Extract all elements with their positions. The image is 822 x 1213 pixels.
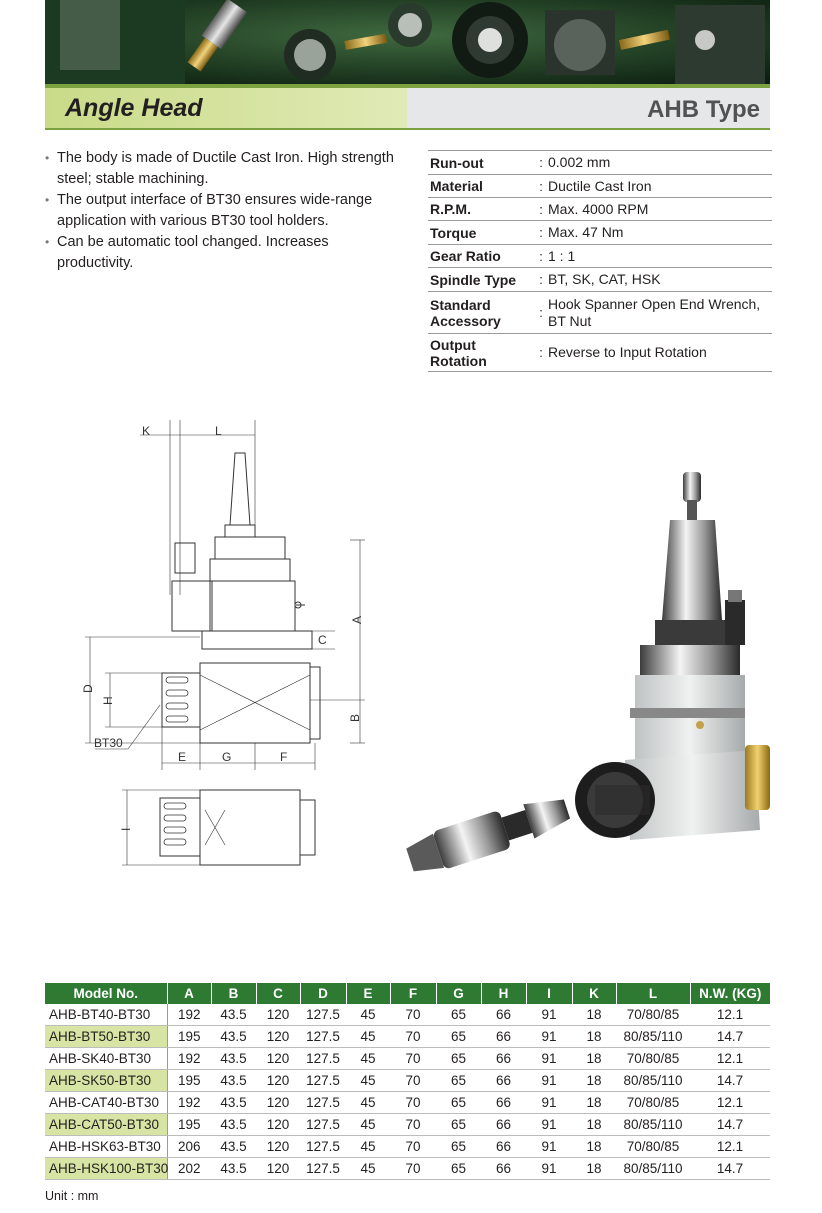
value-cell: 43.5 bbox=[211, 1048, 256, 1070]
value-cell: 70 bbox=[390, 1114, 436, 1136]
spec-row bbox=[428, 245, 772, 268]
value-cell: 127.5 bbox=[300, 1048, 346, 1070]
value-cell: 91 bbox=[526, 1026, 572, 1048]
value-cell: 43.5 bbox=[211, 1004, 256, 1026]
dim-label-b: B bbox=[348, 713, 362, 722]
unit-note: Unit : mm bbox=[45, 1189, 99, 1203]
value-cell: 70 bbox=[390, 1136, 436, 1158]
col-header: K bbox=[572, 983, 616, 1004]
value-cell: 18 bbox=[572, 1004, 616, 1026]
col-header: Model No. bbox=[45, 983, 167, 1004]
model-cell: AHB-BT50-BT30 bbox=[45, 1026, 167, 1048]
value-cell: 80/85/110 bbox=[616, 1070, 690, 1092]
model-cell: AHB-CAT50-BT30 bbox=[45, 1114, 167, 1136]
value-cell: 66 bbox=[481, 1026, 526, 1048]
technical-drawing bbox=[60, 415, 380, 885]
value-cell: 70 bbox=[390, 1048, 436, 1070]
spec-row bbox=[428, 198, 772, 221]
table-row bbox=[45, 1004, 770, 1026]
spec-row bbox=[428, 334, 772, 372]
title-left-panel bbox=[45, 88, 407, 130]
value-cell: 43.5 bbox=[211, 1026, 256, 1048]
value-cell: 120 bbox=[256, 1026, 300, 1048]
spec-sep: : bbox=[539, 345, 543, 360]
spec-value: BT, SK, CAT, HSK bbox=[548, 271, 661, 287]
model-cell: AHB-HSK63-BT30 bbox=[45, 1136, 167, 1158]
value-cell: 120 bbox=[256, 1004, 300, 1026]
spec-value: Ductile Cast Iron bbox=[548, 177, 652, 194]
value-cell: 14.7 bbox=[690, 1114, 770, 1136]
value-cell: 45 bbox=[346, 1070, 390, 1092]
value-cell: 80/85/110 bbox=[616, 1026, 690, 1048]
table-row bbox=[45, 1158, 770, 1180]
table-row bbox=[45, 1092, 770, 1114]
dim-label-k: K bbox=[142, 424, 151, 438]
spec-sep: : bbox=[539, 272, 543, 287]
product-photo bbox=[400, 460, 780, 900]
col-header: A bbox=[167, 983, 211, 1004]
spec-table bbox=[428, 150, 772, 372]
page-title: Angle Head bbox=[65, 94, 203, 122]
value-cell: 80/85/110 bbox=[616, 1158, 690, 1180]
value-cell: 70 bbox=[390, 1026, 436, 1048]
spec-value: Max. 4000 RPM bbox=[548, 200, 649, 217]
col-header: B bbox=[211, 983, 256, 1004]
spec-key: Spindle Type bbox=[430, 271, 517, 288]
dim-label-l: L bbox=[215, 424, 222, 438]
value-cell: 195 bbox=[167, 1026, 211, 1048]
type-label: AHB Type bbox=[647, 96, 760, 123]
value-cell: 65 bbox=[436, 1114, 481, 1136]
spec-value: Hook Spanner Open End Wrench, BT Nut bbox=[548, 295, 761, 329]
value-cell: 66 bbox=[481, 1136, 526, 1158]
feature-item: • The output interface of BT30 ensures wide-range application with various BT30 tool holders. bbox=[45, 190, 395, 232]
model-table bbox=[45, 983, 770, 1180]
value-cell: 120 bbox=[256, 1136, 300, 1158]
value-cell: 43.5 bbox=[211, 1114, 256, 1136]
value-cell: 91 bbox=[526, 1114, 572, 1136]
value-cell: 120 bbox=[256, 1158, 300, 1180]
value-cell: 127.5 bbox=[300, 1004, 346, 1026]
dim-label-h: H bbox=[101, 696, 115, 705]
col-header: N.W. (KG) bbox=[690, 983, 770, 1004]
spec-sep: : bbox=[539, 178, 543, 194]
value-cell: 70 bbox=[390, 1092, 436, 1114]
value-cell: 127.5 bbox=[300, 1092, 346, 1114]
table-row bbox=[45, 1070, 770, 1092]
spec-row bbox=[428, 292, 772, 334]
value-cell: 91 bbox=[526, 1158, 572, 1180]
value-cell: 127.5 bbox=[300, 1158, 346, 1180]
dim-label-a: A bbox=[350, 615, 364, 624]
value-cell: 70/80/85 bbox=[616, 1136, 690, 1158]
spec-row bbox=[428, 151, 772, 175]
spec-key: Material bbox=[430, 178, 483, 194]
value-cell: 206 bbox=[167, 1136, 211, 1158]
value-cell: 70 bbox=[390, 1158, 436, 1180]
value-cell: 14.7 bbox=[690, 1158, 770, 1180]
value-cell: 65 bbox=[436, 1004, 481, 1026]
spec-sep: : bbox=[539, 201, 543, 217]
value-cell: 70/80/85 bbox=[616, 1048, 690, 1070]
bt30-label: BT30 bbox=[94, 736, 123, 750]
divider bbox=[45, 128, 770, 130]
value-cell: 70/80/85 bbox=[616, 1092, 690, 1114]
value-cell: 43.5 bbox=[211, 1092, 256, 1114]
value-cell: 65 bbox=[436, 1158, 481, 1180]
value-cell: 45 bbox=[346, 1158, 390, 1180]
spec-key: Standard Accessory bbox=[430, 296, 501, 329]
dim-label-e: E bbox=[178, 750, 187, 764]
value-cell: 65 bbox=[436, 1070, 481, 1092]
col-header: I bbox=[526, 983, 572, 1004]
dim-label-c: C bbox=[318, 633, 327, 647]
spec-value: Max. 47 Nm bbox=[548, 224, 624, 240]
table-row bbox=[45, 1114, 770, 1136]
value-cell: 45 bbox=[346, 1026, 390, 1048]
value-cell: 43.5 bbox=[211, 1070, 256, 1092]
value-cell: 43.5 bbox=[211, 1158, 256, 1180]
value-cell: 120 bbox=[256, 1048, 300, 1070]
value-cell: 127.5 bbox=[300, 1026, 346, 1048]
value-cell: 70 bbox=[390, 1070, 436, 1092]
col-header: H bbox=[481, 983, 526, 1004]
spec-row bbox=[428, 268, 772, 292]
col-header: F bbox=[390, 983, 436, 1004]
value-cell: 18 bbox=[572, 1070, 616, 1092]
spec-sep: : bbox=[539, 155, 543, 170]
model-cell: AHB-SK50-BT30 bbox=[45, 1070, 167, 1092]
value-cell: 66 bbox=[481, 1004, 526, 1026]
value-cell: 91 bbox=[526, 1070, 572, 1092]
spec-row bbox=[428, 175, 772, 198]
feature-list bbox=[45, 148, 395, 274]
value-cell: 45 bbox=[346, 1004, 390, 1026]
value-cell: 18 bbox=[572, 1092, 616, 1114]
spec-value: 0.002 mm bbox=[548, 154, 611, 170]
col-header: C bbox=[256, 983, 300, 1004]
value-cell: 195 bbox=[167, 1070, 211, 1092]
value-cell: 12.1 bbox=[690, 1048, 770, 1070]
col-header: G bbox=[436, 983, 481, 1004]
table-row bbox=[45, 1136, 770, 1158]
value-cell: 91 bbox=[526, 1136, 572, 1158]
value-cell: 65 bbox=[436, 1136, 481, 1158]
value-cell: 70 bbox=[390, 1004, 436, 1026]
value-cell: 14.7 bbox=[690, 1070, 770, 1092]
value-cell: 192 bbox=[167, 1092, 211, 1114]
value-cell: 12.1 bbox=[690, 1004, 770, 1026]
spec-key: Torque bbox=[430, 224, 477, 241]
table-header-row bbox=[45, 983, 770, 1004]
value-cell: 66 bbox=[481, 1070, 526, 1092]
table-row bbox=[45, 1026, 770, 1048]
table-row bbox=[45, 1048, 770, 1070]
value-cell: 127.5 bbox=[300, 1114, 346, 1136]
value-cell: 120 bbox=[256, 1070, 300, 1092]
value-cell: 65 bbox=[436, 1048, 481, 1070]
value-cell: 43.5 bbox=[211, 1136, 256, 1158]
value-cell: 45 bbox=[346, 1092, 390, 1114]
value-cell: 120 bbox=[256, 1092, 300, 1114]
value-cell: 18 bbox=[572, 1048, 616, 1070]
spec-sep: : bbox=[539, 248, 543, 264]
spec-value: 1 : 1 bbox=[548, 247, 576, 264]
spec-row bbox=[428, 221, 772, 245]
spec-sep: : bbox=[539, 305, 543, 320]
col-header: L bbox=[616, 983, 690, 1004]
value-cell: 18 bbox=[572, 1114, 616, 1136]
model-cell: AHB-SK40-BT30 bbox=[45, 1048, 167, 1070]
dim-label-d: D bbox=[81, 684, 95, 693]
value-cell: 91 bbox=[526, 1092, 572, 1114]
value-cell: 80/85/110 bbox=[616, 1114, 690, 1136]
value-cell: 66 bbox=[481, 1114, 526, 1136]
value-cell: 45 bbox=[346, 1048, 390, 1070]
value-cell: 12.1 bbox=[690, 1092, 770, 1114]
value-cell: 65 bbox=[436, 1026, 481, 1048]
dim-label-f: F bbox=[280, 750, 288, 764]
value-cell: 127.5 bbox=[300, 1136, 346, 1158]
value-cell: 91 bbox=[526, 1048, 572, 1070]
value-cell: 14.7 bbox=[690, 1026, 770, 1048]
title-bar bbox=[45, 88, 770, 130]
feature-item: • The body is made of Ductile Cast Iron. High strength steel; stable machining. bbox=[45, 148, 395, 190]
col-header: D bbox=[300, 983, 346, 1004]
value-cell: 127.5 bbox=[300, 1070, 346, 1092]
model-cell: AHB-HSK100-BT30 bbox=[45, 1158, 167, 1180]
value-cell: 202 bbox=[167, 1158, 211, 1180]
spec-key: Output Rotation bbox=[430, 336, 487, 369]
model-cell: AHB-CAT40-BT30 bbox=[45, 1092, 167, 1114]
spec-key: Run-out bbox=[430, 154, 484, 171]
value-cell: 18 bbox=[572, 1158, 616, 1180]
dim-label-g: G bbox=[222, 750, 232, 764]
model-cell: AHB-BT40-BT30 bbox=[45, 1004, 167, 1026]
spec-value: Reverse to Input Rotation bbox=[548, 344, 707, 360]
value-cell: 66 bbox=[481, 1158, 526, 1180]
value-cell: 18 bbox=[572, 1136, 616, 1158]
spec-sep: : bbox=[539, 225, 543, 240]
dim-label-i: I bbox=[119, 827, 133, 831]
feature-item: • Can be automatic tool changed. Increases productivity. bbox=[45, 232, 395, 274]
spec-key: R.P.M. bbox=[430, 201, 471, 217]
value-cell: 195 bbox=[167, 1114, 211, 1136]
value-cell: 18 bbox=[572, 1026, 616, 1048]
value-cell: 70/80/85 bbox=[616, 1004, 690, 1026]
value-cell: 91 bbox=[526, 1004, 572, 1026]
spec-key: Gear Ratio bbox=[430, 248, 501, 264]
banner-image bbox=[45, 0, 770, 88]
value-cell: 45 bbox=[346, 1136, 390, 1158]
value-cell: 120 bbox=[256, 1114, 300, 1136]
value-cell: 192 bbox=[167, 1004, 211, 1026]
value-cell: 12.1 bbox=[690, 1136, 770, 1158]
value-cell: 65 bbox=[436, 1092, 481, 1114]
value-cell: 66 bbox=[481, 1048, 526, 1070]
col-header: E bbox=[346, 983, 390, 1004]
title-right-panel bbox=[407, 88, 770, 130]
value-cell: 45 bbox=[346, 1114, 390, 1136]
value-cell: 192 bbox=[167, 1048, 211, 1070]
value-cell: 66 bbox=[481, 1092, 526, 1114]
